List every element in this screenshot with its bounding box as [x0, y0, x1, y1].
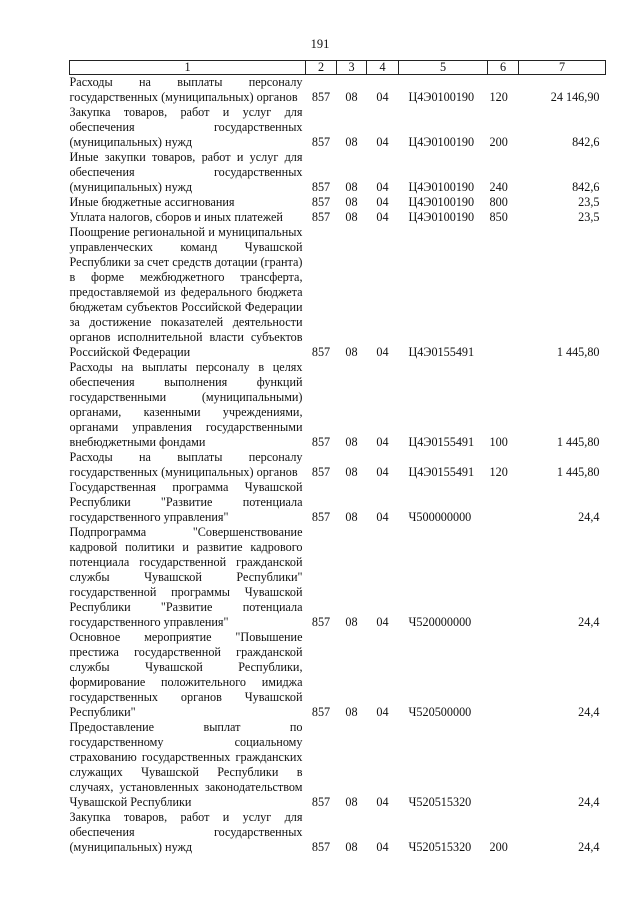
row-expense-type — [488, 525, 519, 630]
row-name: Иные бюджетные ассигнования — [69, 195, 235, 209]
row-section: 08 — [345, 465, 358, 479]
row-target-article: Ц4Э0155491 — [408, 435, 475, 449]
header-row — [70, 61, 606, 75]
row-name: Уплата налогов, сборов и иных платежей — [69, 210, 283, 224]
row-name: Государственная программа Чувашской Республики "Развитие потенциала государственного управления" — [69, 480, 303, 524]
table-row — [70, 225, 606, 360]
table-row — [70, 195, 606, 210]
column-header: 1 — [70, 61, 306, 75]
row-target-article: Ч520000000 — [408, 615, 472, 629]
row-subsection: 04 — [376, 135, 389, 149]
row-subsection: 04 — [376, 465, 389, 479]
row-grbs: 857 — [311, 795, 331, 809]
table-row — [70, 525, 606, 630]
table-row — [70, 630, 606, 720]
row-expense-type: 120 — [489, 465, 508, 479]
row-name: Предоставление выплат по государственному социальному страхованию государственных гражданских служащих Чувашской Республики в случаях, установленных законодательством Чувашской Республики — [69, 720, 303, 809]
row-expense-type — [488, 720, 519, 810]
row-target-article: Ц4Э0100190 — [408, 90, 475, 104]
row-grbs: 857 — [311, 615, 331, 629]
row-target-article: Ч500000000 — [408, 510, 472, 524]
row-target-article: Ч520515320 — [408, 840, 472, 854]
row-amount: 24 146,90 — [550, 90, 600, 104]
row-grbs: 857 — [311, 840, 331, 854]
row-target-article: Ц4Э0100190 — [408, 210, 475, 224]
row-subsection: 04 — [376, 615, 389, 629]
column-header: 2 — [306, 61, 337, 75]
column-header: 6 — [488, 61, 519, 75]
row-target-article: Ц4Э0155491 — [408, 345, 475, 359]
row-amount: 23,5 — [578, 210, 600, 224]
row-target-article: Ц4Э0100190 — [408, 195, 475, 209]
row-subsection: 04 — [376, 510, 389, 524]
row-grbs: 857 — [311, 510, 331, 524]
row-expense-type: 120 — [489, 90, 508, 104]
row-expense-type — [488, 480, 519, 525]
row-subsection: 04 — [376, 705, 389, 719]
row-target-article: Ц4Э0155491 — [408, 465, 475, 479]
row-subsection: 04 — [376, 840, 389, 854]
row-section: 08 — [345, 210, 358, 224]
row-expense-type: 850 — [489, 210, 508, 224]
row-grbs: 857 — [311, 180, 331, 194]
row-target-article: Ч520515320 — [408, 795, 472, 809]
row-grbs: 857 — [311, 705, 331, 719]
row-target-article: Ч520500000 — [408, 705, 472, 719]
row-amount: 24,4 — [578, 510, 600, 524]
row-grbs: 857 — [311, 435, 331, 449]
row-grbs: 857 — [311, 465, 331, 479]
row-expense-type — [488, 225, 519, 360]
row-amount: 24,4 — [578, 795, 600, 809]
row-amount: 24,4 — [578, 615, 600, 629]
row-section: 08 — [345, 795, 358, 809]
row-section: 08 — [345, 195, 358, 209]
table-row — [70, 810, 606, 855]
row-name: Поощрение региональной и муниципальных управленческих команд Чувашской Республики за счет средств дотации (гранта) в форме межбюджетного трансферта, предоставляемой из федерального бюджета бюджетам субъектов Российской Федерации за достижение показателей деятельности органов исполнительной власти субъектов Российской Федерации — [69, 225, 303, 359]
column-header: 7 — [519, 61, 606, 75]
row-name: Закупка товаров, работ и услуг для обеспечения государственных (муниципальных) нужд — [69, 810, 303, 854]
row-section: 08 — [345, 615, 358, 629]
row-target-article: Ц4Э0100190 — [408, 135, 475, 149]
row-amount: 1 445,80 — [556, 345, 600, 359]
row-amount: 24,4 — [578, 705, 600, 719]
row-expense-type: 240 — [489, 180, 508, 194]
row-name: Расходы на выплаты персоналу государственных (муниципальных) органов — [69, 75, 303, 104]
row-amount: 1 445,80 — [556, 435, 600, 449]
row-grbs: 857 — [311, 135, 331, 149]
budget-table — [69, 60, 606, 855]
table-row — [70, 75, 606, 106]
page-number: 191 — [310, 37, 330, 51]
row-subsection: 04 — [376, 90, 389, 104]
row-subsection: 04 — [376, 210, 389, 224]
table-row — [70, 720, 606, 810]
table-row — [70, 105, 606, 150]
row-subsection: 04 — [376, 435, 389, 449]
table-row — [70, 480, 606, 525]
row-expense-type: 200 — [489, 840, 508, 854]
row-grbs: 857 — [311, 90, 331, 104]
row-section: 08 — [345, 135, 358, 149]
row-name: Расходы на выплаты персоналу в целях обеспечения выполнения функций государственными (муниципальными) органами, казенными учреждениями, органами управления государственными внебюджетными фондами — [69, 360, 303, 449]
row-name: Закупка товаров, работ и услуг для обеспечения государственных (муниципальных) нужд — [69, 105, 303, 149]
table-row — [70, 450, 606, 480]
row-subsection: 04 — [376, 345, 389, 359]
row-section: 08 — [345, 510, 358, 524]
row-section: 08 — [345, 840, 358, 854]
table-row — [70, 210, 606, 225]
row-amount: 1 445,80 — [556, 465, 600, 479]
row-name: Расходы на выплаты персоналу государственных (муниципальных) органов — [69, 450, 303, 479]
row-name: Подпрограмма "Совершенствование кадровой политики и развитие кадрового потенциала государственной гражданской службы Чувашской Республики" государственной программы Чувашской Республики "Развитие потенциала государственного управления" — [69, 525, 303, 629]
row-amount: 842,6 — [572, 135, 600, 149]
row-section: 08 — [345, 90, 358, 104]
table-row — [70, 150, 606, 195]
row-section: 08 — [345, 345, 358, 359]
row-name: Основное мероприятие "Повышение престижа государственной гражданской службы Чувашской Республики, формирование положительного имиджа государственных органов Чувашской Республики" — [69, 630, 303, 719]
row-expense-type: 800 — [489, 195, 508, 209]
row-grbs: 857 — [311, 210, 331, 224]
row-expense-type: 100 — [489, 435, 508, 449]
row-expense-type: 200 — [489, 135, 508, 149]
column-header: 4 — [367, 61, 399, 75]
row-subsection: 04 — [376, 195, 389, 209]
row-amount: 23,5 — [578, 195, 600, 209]
table-row — [70, 360, 606, 450]
column-header: 5 — [399, 61, 488, 75]
row-amount: 842,6 — [572, 180, 600, 194]
row-expense-type — [488, 630, 519, 720]
row-name: Иные закупки товаров, работ и услуг для обеспечения государственных (муниципальных) нужд — [69, 150, 303, 194]
row-amount: 24,4 — [578, 840, 600, 854]
row-section: 08 — [345, 705, 358, 719]
row-section: 08 — [345, 435, 358, 449]
row-grbs: 857 — [311, 345, 331, 359]
row-subsection: 04 — [376, 795, 389, 809]
row-target-article: Ц4Э0100190 — [408, 180, 475, 194]
column-header: 3 — [337, 61, 367, 75]
row-grbs: 857 — [311, 195, 331, 209]
row-subsection: 04 — [376, 180, 389, 194]
row-section: 08 — [345, 180, 358, 194]
